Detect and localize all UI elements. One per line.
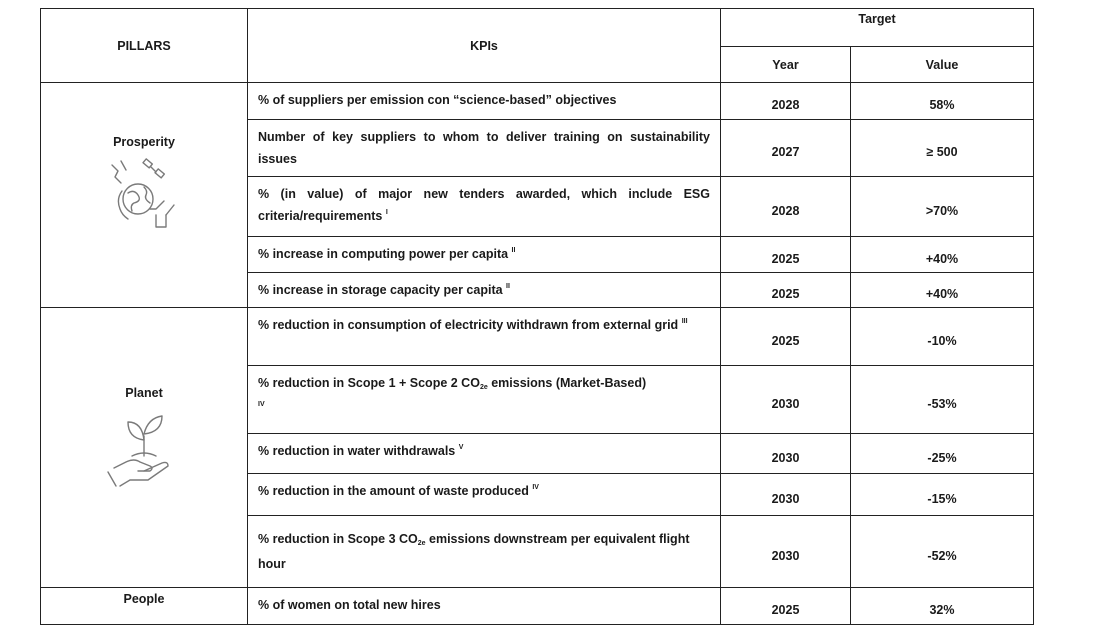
globe-hands-satellite-icon	[104, 153, 184, 239]
header-kpis: KPIs	[248, 9, 721, 83]
header-target: Target	[721, 9, 1034, 47]
pillar-people-cell	[41, 588, 248, 625]
kpi-cell: % of women on total new hires	[248, 588, 721, 625]
kpi-cell: % reduction in the amount of waste produced $^{IV}$	[248, 474, 721, 516]
table-row	[41, 308, 1034, 366]
subscript: 2e	[479, 384, 488, 391]
kpi-cell: % reduction in Scope 1 + Scope 2 $CO_{2e}$ emissions (Market-Based) $^{IV}$	[248, 366, 721, 434]
value-cell: -25%	[851, 434, 1034, 474]
kpi-cell: Number of key suppliers to whom to deliver training on sustainability issues	[248, 120, 721, 177]
kpi-cell: % reduction in Scope 3 $CO_{2e}$ emissions downstream per equivalent flight hour	[248, 516, 721, 588]
year-cell: 2030	[721, 474, 851, 516]
footnote-marker: II	[511, 247, 516, 254]
footnote-marker: IV	[258, 401, 265, 408]
kpi-cell: % increase in computing power per capita $^{II}$	[248, 237, 721, 273]
kpi-cell: % reduction in consumption of electricity withdrawn from external grid $^{III}$	[248, 308, 721, 366]
table-row	[41, 588, 1034, 625]
footnote-marker: III	[681, 318, 688, 325]
pillar-people-label: People	[123, 592, 165, 606]
value-cell: -52%	[851, 516, 1034, 588]
value-cell: -15%	[851, 474, 1034, 516]
year-cell: 2025	[721, 273, 851, 308]
value-cell: 32%	[851, 588, 1034, 625]
kpi-cell: % reduction in water withdrawals $^V$	[248, 434, 721, 474]
value-cell: -10%	[851, 308, 1034, 366]
pillar-planet-cell	[41, 308, 248, 588]
header-value: Value	[851, 47, 1034, 83]
kpi-cell: % of suppliers per emission con “science-based” objectives	[248, 83, 721, 120]
year-cell: 2025	[721, 308, 851, 366]
kpi-cell: % (in value) of major new tenders awarded, which include ESG criteria/requirements $^I$	[248, 177, 721, 237]
year-cell: 2028	[721, 83, 851, 120]
table-row	[41, 83, 1034, 120]
value-cell: 58%	[851, 83, 1034, 120]
value-cell: >70%	[851, 177, 1034, 237]
year-cell: 2030	[721, 366, 851, 434]
value-cell: +40%	[851, 273, 1034, 308]
pillar-prosperity-cell	[41, 83, 248, 308]
year-cell: 2028	[721, 177, 851, 237]
pillar-prosperity-label: Prosperity	[113, 135, 175, 149]
year-cell: 2030	[721, 434, 851, 474]
year-cell: 2030	[721, 516, 851, 588]
pillar-planet-label: Planet	[125, 386, 163, 400]
header-pillars: PILLARS	[41, 9, 248, 83]
kpi-table	[40, 8, 1034, 625]
value-cell: -53%	[851, 366, 1034, 434]
header-year: Year	[721, 47, 851, 83]
footnote-marker: V	[458, 444, 464, 451]
value-cell: ≥ 500	[851, 120, 1034, 177]
kpi-cell: % increase in storage capacity per capita $^{II}$	[248, 273, 721, 308]
year-cell: 2025	[721, 237, 851, 273]
footnote-marker: II	[506, 283, 510, 290]
year-cell: 2025	[721, 588, 851, 625]
footnote-marker: IV	[532, 484, 539, 491]
subscript: 2e	[417, 540, 426, 547]
value-cell: +40%	[851, 237, 1034, 273]
footnote-marker: I	[385, 209, 388, 216]
hand-sprout-icon	[104, 410, 184, 488]
year-cell: 2027	[721, 120, 851, 177]
